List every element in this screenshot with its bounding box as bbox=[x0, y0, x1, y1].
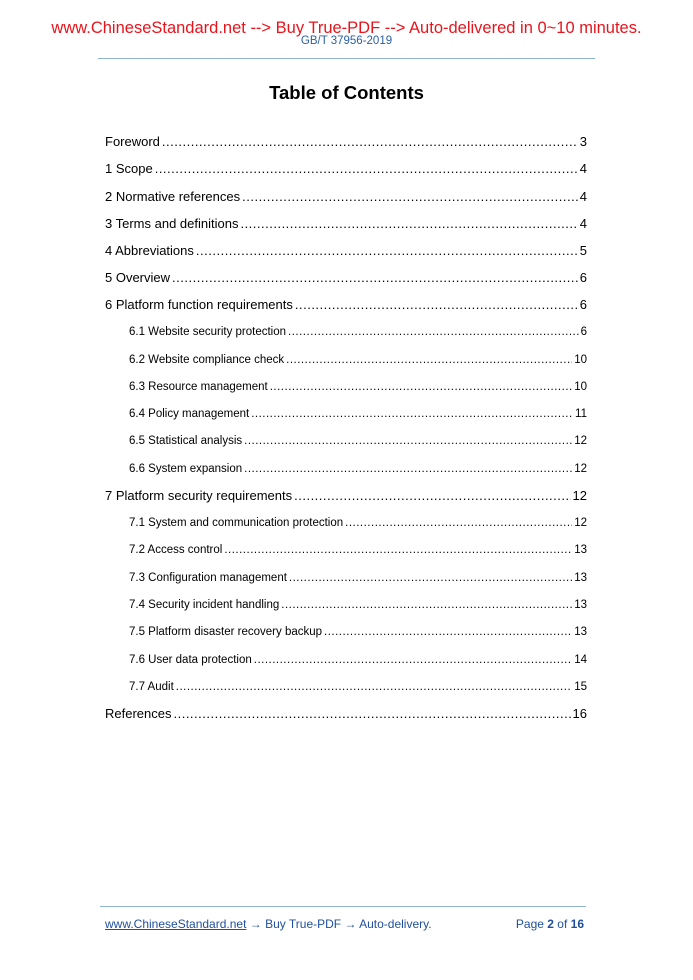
toc-page-number: 12 bbox=[572, 488, 587, 503]
footer-tagline: → Buy True-PDF → Auto-delivery. bbox=[246, 917, 432, 931]
toc-leader-dots bbox=[289, 568, 572, 588]
toc-page-number: 4 bbox=[579, 189, 587, 204]
toc-leader-dots bbox=[286, 350, 572, 370]
toc-page-number: 3 bbox=[579, 134, 587, 149]
toc-entry-label: 1 Scope bbox=[105, 161, 153, 176]
toc-entry-label: 7.7 Audit bbox=[129, 681, 174, 693]
toc-page-number: 12 bbox=[574, 435, 587, 447]
toc-entry-label: 7 Platform security requirements bbox=[105, 488, 293, 503]
toc-entry-label: 7.1 System and communication protection bbox=[129, 517, 344, 529]
toc-entry-label: 6.3 Resource management bbox=[129, 381, 268, 393]
toc-leader-dots bbox=[176, 677, 572, 697]
toc-entry-overview[interactable] bbox=[105, 268, 587, 288]
toc-entry-platform-function-requirements[interactable] bbox=[105, 295, 587, 315]
toc-entry-scope[interactable] bbox=[105, 159, 587, 179]
toc-page-number: 13 bbox=[574, 544, 587, 556]
toc-leader-dots bbox=[173, 704, 570, 724]
toc-entry-platform-disaster-recovery-backup[interactable] bbox=[129, 622, 587, 642]
toc-leader-dots bbox=[251, 404, 573, 424]
toc-page-number: 10 bbox=[574, 381, 587, 393]
toc-entry-statistical-analysis[interactable] bbox=[129, 431, 587, 451]
toc-entry-website-security-protection[interactable] bbox=[129, 322, 587, 342]
toc-entry-label: Foreword bbox=[105, 134, 160, 149]
toc-page-number: 15 bbox=[574, 681, 587, 693]
toc-entry-label: 6 Platform function requirements bbox=[105, 297, 293, 312]
footer-page-of: of bbox=[553, 917, 571, 931]
toc-entry-resource-management[interactable] bbox=[129, 377, 587, 397]
toc-leader-dots bbox=[281, 595, 572, 615]
toc-entry-foreword[interactable] bbox=[105, 132, 587, 152]
toc-entry-label: 6.5 Statistical analysis bbox=[129, 435, 243, 447]
toc-entry-label: 6.2 Website compliance check bbox=[129, 354, 285, 366]
toc-leader-dots bbox=[172, 268, 578, 288]
toc-entry-label: 7.6 User data protection bbox=[129, 654, 252, 666]
toc-leader-dots bbox=[196, 241, 578, 261]
toc-leader-dots bbox=[295, 295, 578, 315]
toc-entry-label: 2 Normative references bbox=[105, 189, 241, 204]
toc-page-number: 14 bbox=[574, 654, 587, 666]
footer-page-indicator bbox=[516, 915, 584, 933]
toc-entry-configuration-management[interactable] bbox=[129, 568, 587, 588]
footer-page-word: Page bbox=[515, 917, 548, 931]
toc-leader-dots bbox=[288, 322, 579, 342]
toc-entry-website-compliance-check[interactable] bbox=[129, 350, 587, 370]
toc-page-number: 4 bbox=[579, 216, 587, 231]
toc-page-number: 13 bbox=[574, 626, 587, 638]
toc-entry-access-control[interactable] bbox=[129, 540, 587, 560]
toc-page-number: 13 bbox=[574, 599, 587, 611]
toc-page-number: 6 bbox=[580, 326, 587, 338]
footer-page-total: 16 bbox=[570, 917, 584, 931]
toc-page-number: 6 bbox=[579, 270, 587, 285]
toc-page-number: 11 bbox=[575, 408, 587, 420]
footer-page-current: 2 bbox=[547, 917, 554, 931]
toc-leader-dots bbox=[345, 513, 572, 533]
toc-entry-user-data-protection[interactable] bbox=[129, 650, 587, 670]
toc-page-number: 10 bbox=[574, 354, 587, 366]
footer-promo bbox=[105, 915, 432, 933]
footer-divider bbox=[100, 906, 586, 907]
toc-entry-label: 6.1 Website security protection bbox=[129, 326, 287, 338]
toc-entry-label: 3 Terms and definitions bbox=[105, 216, 239, 231]
toc-leader-dots bbox=[270, 377, 572, 397]
toc-entry-label: 7.5 Platform disaster recovery backup bbox=[129, 626, 323, 638]
toc-entry-label: 7.3 Configuration management bbox=[129, 572, 287, 584]
toc-leader-dots bbox=[242, 187, 578, 207]
toc-entry-system-expansion[interactable] bbox=[129, 459, 587, 479]
toc-entry-references[interactable] bbox=[105, 704, 587, 724]
toc-leader-dots bbox=[155, 159, 578, 179]
toc-entry-system-and-communication-protection[interactable] bbox=[129, 513, 587, 533]
toc-page-number: 4 bbox=[579, 161, 587, 176]
toc-entry-label: 4 Abbreviations bbox=[105, 243, 194, 258]
toc-entry-abbreviations[interactable] bbox=[105, 241, 587, 261]
toc-leader-dots bbox=[240, 214, 577, 234]
toc-entry-label: 6.4 Policy management bbox=[129, 408, 250, 420]
toc-entry-policy-management[interactable] bbox=[129, 404, 587, 424]
toc-leader-dots bbox=[254, 650, 572, 670]
toc-leader-dots bbox=[294, 486, 570, 506]
toc-leader-dots bbox=[244, 431, 572, 451]
toc-leader-dots bbox=[244, 459, 572, 479]
toc-entry-label: References bbox=[105, 706, 172, 721]
toc-page-number: 13 bbox=[574, 572, 587, 584]
promo-banner[interactable]: www.ChineseStandard.net --> Buy True-PDF --> Auto-delivered in 0~10 minutes. bbox=[51, 19, 642, 37]
toc-entry-security-incident-handling[interactable] bbox=[129, 595, 587, 615]
toc-entry-label: 7.2 Access control bbox=[129, 544, 223, 556]
toc-entry-audit[interactable] bbox=[129, 677, 587, 697]
toc-leader-dots bbox=[162, 132, 578, 152]
document-code: GB/T 37956-2019 bbox=[300, 35, 393, 47]
toc-entry-platform-security-requirements[interactable] bbox=[105, 486, 587, 506]
toc-page-number: 12 bbox=[574, 463, 587, 475]
toc-leader-dots bbox=[224, 540, 572, 560]
toc-page-number: 5 bbox=[579, 243, 587, 258]
toc-entry-label: 7.4 Security incident handling bbox=[129, 599, 280, 611]
toc-leader-dots bbox=[324, 622, 572, 642]
toc-entry-terms-and-definitions[interactable] bbox=[105, 214, 587, 234]
page-footer bbox=[105, 915, 584, 933]
footer-site-link[interactable]: www.ChineseStandard.net bbox=[105, 917, 247, 931]
toc-page-number: 12 bbox=[574, 517, 587, 529]
header-divider bbox=[98, 58, 595, 59]
toc-page-number: 16 bbox=[572, 706, 587, 721]
toc-page-number: 6 bbox=[579, 297, 587, 312]
toc-entry-label: 6.6 System expansion bbox=[129, 463, 243, 475]
page-title: Table of Contents bbox=[269, 82, 424, 103]
toc-entry-normative-references[interactable] bbox=[105, 187, 587, 207]
toc-entry-label: 5 Overview bbox=[105, 270, 171, 285]
